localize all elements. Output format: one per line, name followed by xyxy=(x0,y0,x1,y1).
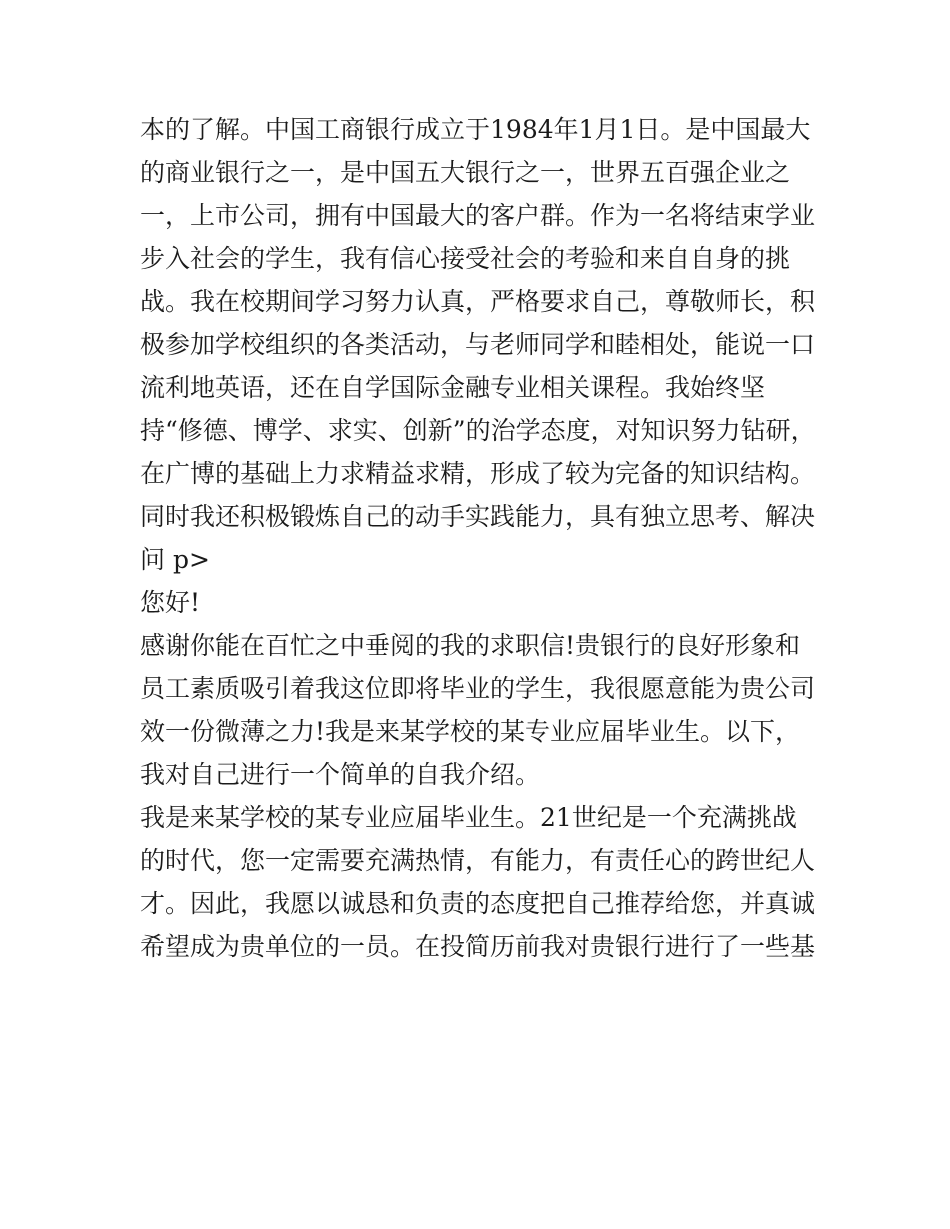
greeting-line: 您好! xyxy=(140,588,201,617)
text-line: 效一份微薄之力!我是来某学校的某专业应届毕业生。以下， xyxy=(140,717,801,746)
text-line: 员工素质吸引着我这位即将毕业的学生，我很愿意能为贵公司 xyxy=(140,674,816,703)
text-line: 问 p> xyxy=(140,545,210,574)
text-line: 战。我在校期间学习努力认真，严格要求自己，尊敬师长，积 xyxy=(140,287,816,316)
text-line: 感谢你能在百忙之中垂阅的我的求职信!贵银行的良好形象和 xyxy=(140,631,801,660)
text-line: 极参加学校组织的各类活动，与老师同学和睦相处，能说一口 xyxy=(140,330,816,359)
text-line: 我是来某学校的某专业应届毕业生。21世纪是一个充满挑战 xyxy=(140,803,797,832)
text-line: 我对自己进行一个简单的自我介绍。 xyxy=(140,760,541,789)
text-line: 步入社会的学生，我有信心接受社会的考验和来自自身的挑 xyxy=(140,244,791,273)
text-line: 同时我还积极锻炼自己的动手实践能力，具有独立思考、解决 xyxy=(140,502,816,531)
text-line: 流利地英语，还在自学国际金融专业相关课程。我始终坚 xyxy=(140,373,766,402)
text-line: 一，上市公司，拥有中国最大的客户群。作为一名将结束学业 xyxy=(140,201,816,230)
text-line: 才。因此，我愿以诚恳和负责的态度把自己推荐给您，并真诚 xyxy=(140,889,816,918)
text-line: 的商业银行之一，是中国五大银行之一，世界五百强企业之 xyxy=(140,158,791,187)
text-line: 希望成为贵单位的一员。在投简历前我对贵银行进行了一些基 xyxy=(140,932,816,961)
text-line: 在广博的基础上力求精益求精，形成了较为完备的知识结构。 xyxy=(140,459,816,488)
text-line: 的时代，您一定需要充满热情，有能力，有责任心的跨世纪人 xyxy=(140,846,816,875)
document-body xyxy=(140,108,830,968)
text-line: 持“修德、博学、求实、创新”的治学态度，对知识努力钻研， xyxy=(140,416,816,445)
text-line: 本的了解。中国工商银行成立于1984年1月1日。是中国最大 xyxy=(140,115,811,144)
